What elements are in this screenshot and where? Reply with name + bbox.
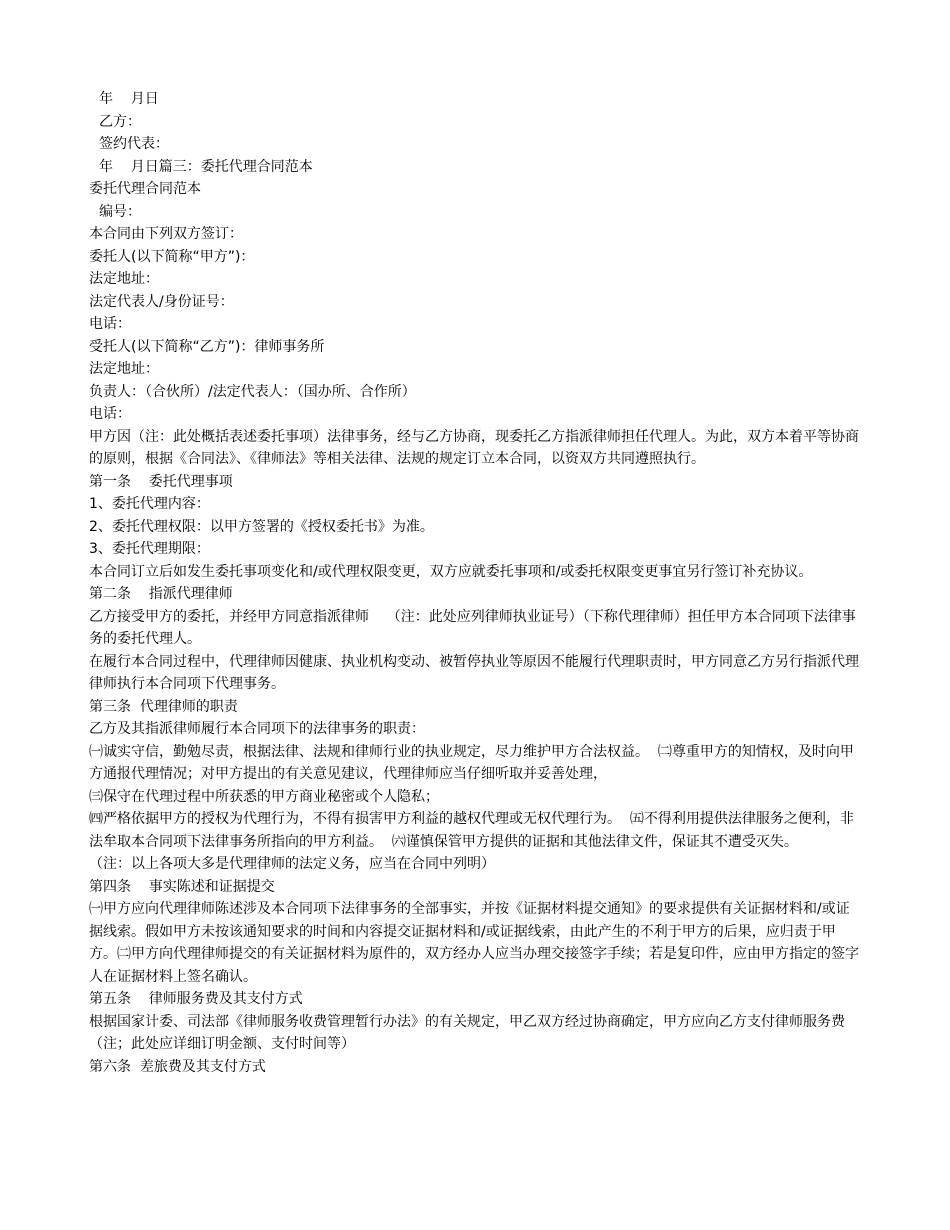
document-line: 电话： <box>89 406 131 422</box>
document-line: ㈠诚实守信，勤勉尽责，根据法律、法规和律师行业的执业规定，尽力维护甲方合法权益。 ㈡尊重甲方的知情权，及时向甲方通报代理情况；对甲方提出的有关意见建议，代理律师应当仔细听取并妥善处理， <box>89 743 854 782</box>
document-line: 乙方接受甲方的委托，并经甲方同意指派律师 （注：此处应列律师执业证号）（下称代理律师）担任甲方本合同项下法律事务的委托代理人。 <box>89 608 856 647</box>
document-line: 乙方及其指派律师履行本合同项下的法律事务的职责： <box>89 721 425 737</box>
document-line: 编号： <box>99 203 141 220</box>
document-line: 法定地址： <box>89 271 159 287</box>
document-line: 1、委托代理内容： <box>89 496 210 512</box>
document-line: 签约代表： <box>99 136 169 152</box>
document-line: 第二条 指派代理律师 <box>89 586 233 602</box>
document-line: 本合同订立后如发生委托事项变化和/或代理权限变更，双方应就委托事项和/或委托权限变更事宜另行签订补充协议。 <box>89 563 813 580</box>
document-line: 本合同由下列双方签订： <box>89 226 243 242</box>
document-line: 电话： <box>89 316 131 332</box>
document-line: （注：以上各项大多是代理律师的法定义务，应当在合同中列明） <box>89 856 495 872</box>
document-line: 第六条 差旅费及其支付方式 <box>89 1058 266 1075</box>
document-line: 法定地址： <box>89 361 159 377</box>
document-line: 乙方： <box>99 113 141 130</box>
document-line: 第四条 事实陈述和证据提交 <box>89 878 275 895</box>
document-body <box>89 88 861 1078</box>
document-line: 2、委托代理权限：以甲方签署的《授权委托书》为准。 <box>89 518 434 535</box>
document-line: 根据国家计委、司法部《律师服务收费管理暂行办法》的有关规定，甲乙双方经过协商确定，甲方应向乙方支付律师服务费（注；此处应详细订明金额、支付时间等） <box>89 1013 845 1052</box>
document-line: 第三条 代理律师的职责 <box>89 698 238 715</box>
document-line: 在履行本合同过程中，代理律师因健康、执业机构变动、被暂停执业等原因不能履行代理职责时，甲方同意乙方另行指派代理律师执行本合同项下代理事务。 <box>89 653 859 692</box>
document-line: 年 月日篇三：委托代理合同范本 <box>99 158 313 175</box>
document-line: 委托人(以下简称“甲方”)： <box>89 248 255 265</box>
document-line: ㈠甲方应向代理律师陈述涉及本合同项下法律事务的全部事实，并按《证据材料提交通知》的要求提供有关证据材料和/或证据线索。假如甲方未按该通知要求的时间和内容提交证据材料和/或证据线索，由此产生的不利于甲方的后果，应归责于甲方。㈡甲方向代理律师提交的有关证据材料为原件的，双方经办人应当办理交接签字手续；若是复印件，应由甲方指定的签字人在证据材料上签名确认。 <box>89 901 859 985</box>
document-line: ㈢保守在代理过程中所获悉的甲方商业秘密或个人隐私； <box>89 788 439 805</box>
document-line: 甲方因（注：此处概括表述委托事项）法律事务，经与乙方协商，现委托乙方指派律师担任代理人。为此，双方本着平等协商的原则，根据《合同法》、《律师法》等相关法律、法规的规定订立本合同，以资双方共同遵照执行。 <box>89 428 859 467</box>
document-line: 法定代表人/身份证号： <box>89 293 234 310</box>
document-line: 第五条 律师服务费及其支付方式 <box>89 991 303 1007</box>
document-line: 委托代理合同范本 <box>89 181 201 197</box>
document-line: 受托人(以下简称“乙方”)：律师事务所 <box>89 338 325 355</box>
document-line: 负责人：（合伙所）/法定代表人：（国办所、合作所） <box>89 383 416 400</box>
document-line: 年 月日 <box>99 91 159 107</box>
document-line: ㈣严格依据甲方的授权为代理行为，不得有损害甲方利益的越权代理或无权代理行为。 ㈤不得利用提供法律服务之便利，非法牟取本合同项下法律事务所指向的甲方利益。 ㈥谨慎保管甲方提供的证据和其他法律文件，保证其不遭受灭失。 <box>89 811 854 850</box>
document-line: 3、委托代理期限： <box>89 541 210 557</box>
document-line: 第一条 委托代理事项 <box>89 473 233 490</box>
